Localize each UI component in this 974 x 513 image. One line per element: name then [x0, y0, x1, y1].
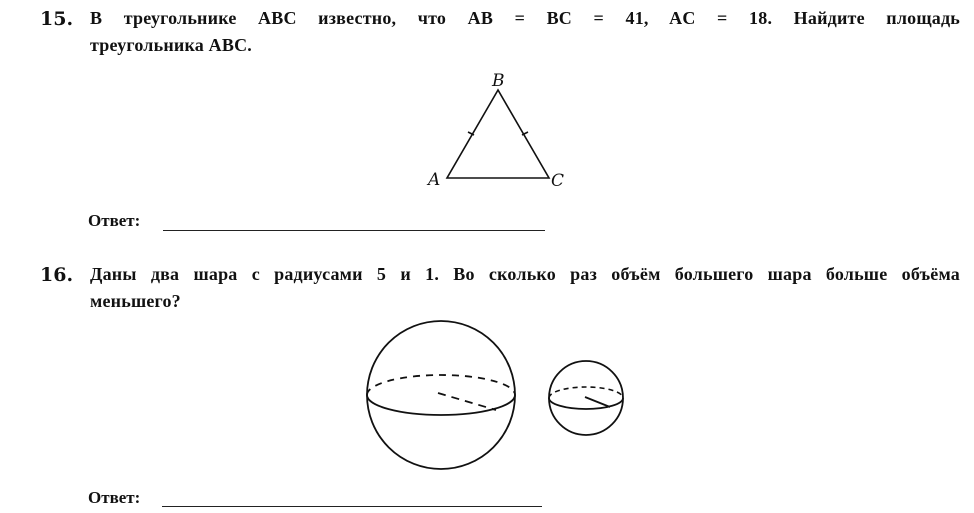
task-15-statement-line-2: треугольника ABC.	[90, 35, 252, 55]
triangle-abc	[447, 90, 549, 178]
large-sphere	[367, 321, 515, 469]
large-sphere-radius	[438, 393, 496, 410]
small-sphere-hidden-equator	[549, 387, 623, 398]
small-sphere	[549, 361, 623, 435]
task-16-answer-label: Ответ:	[88, 488, 141, 507]
task-16-statement-line-1: Даны два шара с радиусами 5 и 1. Во сколько раз объём большего шара больше объёма	[90, 264, 960, 284]
task-15-number: 15.	[40, 8, 74, 30]
task-15-answer-label: Ответ:	[88, 211, 141, 230]
task-16-statement	[90, 261, 960, 315]
task-16-statement-line-2: меньшего?	[90, 291, 181, 311]
vertex-label-c: C	[551, 171, 565, 191]
vertex-label-a: A	[428, 170, 441, 190]
task-15-statement-line-1: В треугольнике ABC известно, что AB = BC = 41, AC = 18. Найдите площадь	[90, 8, 960, 28]
vertex-label-b: B	[492, 71, 505, 91]
large-sphere-visible-equator	[367, 395, 515, 415]
large-sphere-hidden-equator	[367, 375, 515, 395]
spheres-figure	[360, 318, 640, 478]
small-sphere-visible-equator	[549, 398, 623, 409]
triangle-abc-figure	[420, 68, 580, 193]
task-16-answer-field[interactable]	[162, 506, 542, 507]
large-sphere-outline	[367, 321, 515, 469]
small-sphere-radius	[585, 397, 610, 407]
task-16-number: 16.	[40, 264, 74, 286]
task-15-statement	[90, 5, 960, 59]
task-15-answer-field[interactable]	[163, 230, 545, 231]
